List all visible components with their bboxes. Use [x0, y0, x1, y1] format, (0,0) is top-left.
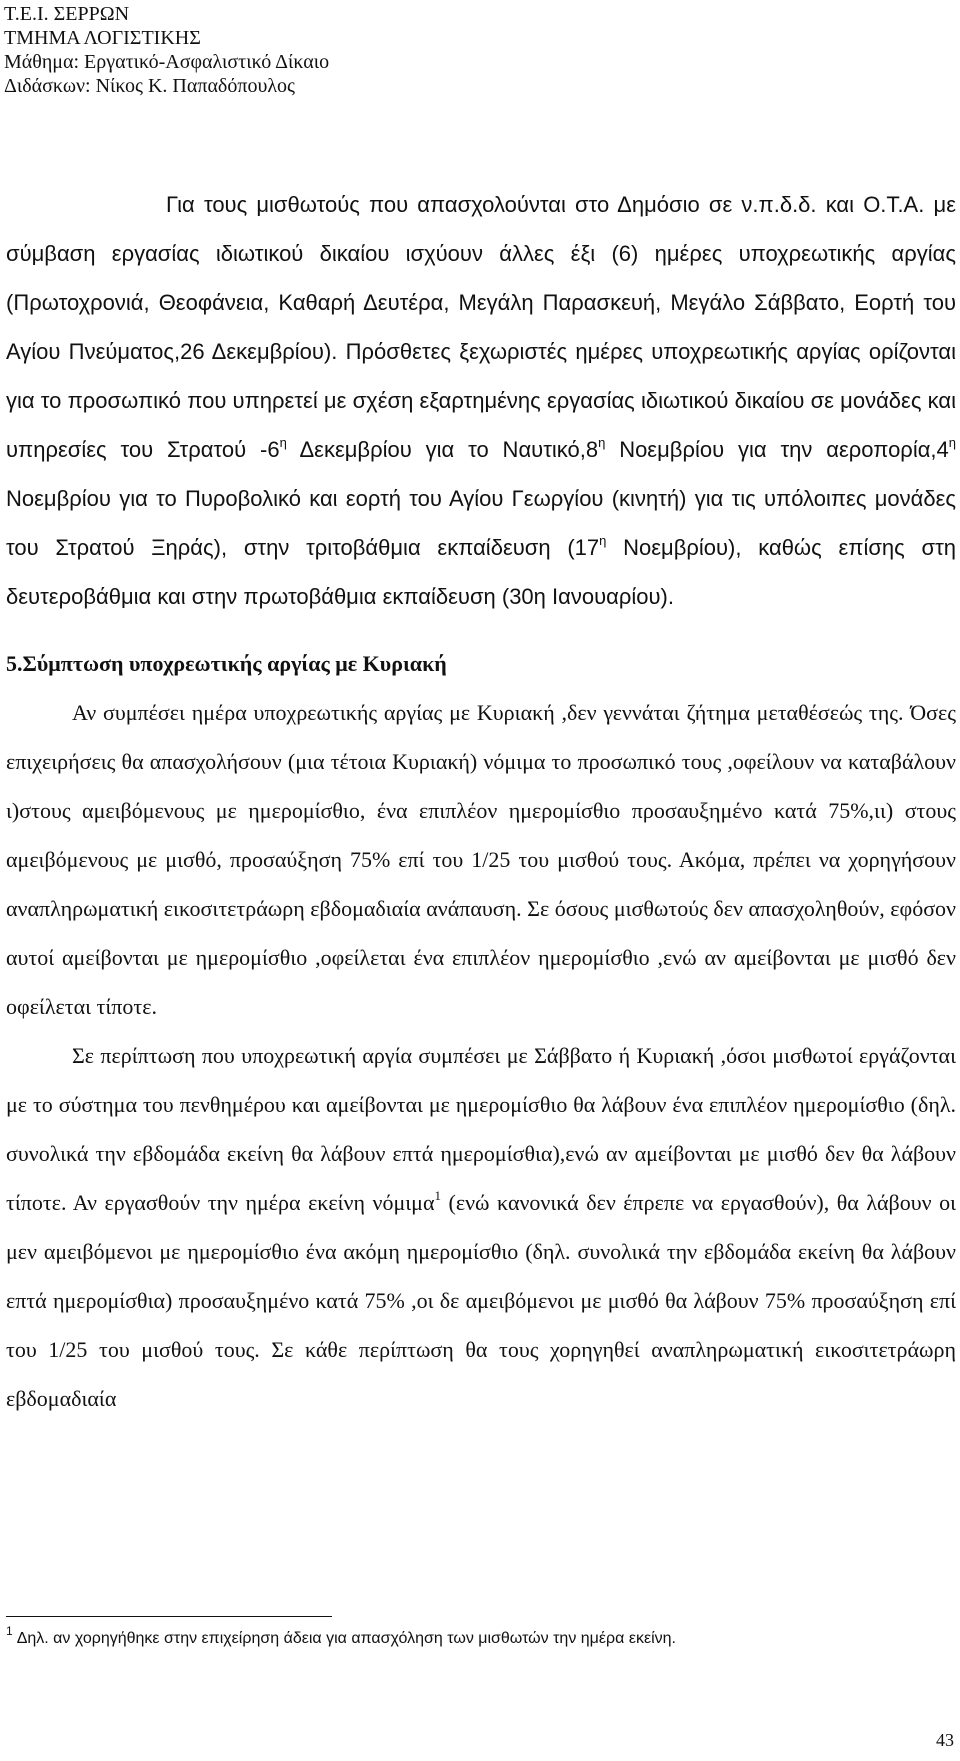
paragraph-text: Σε περίπτωση που υποχρεωτική αργία συμπέσει με Σάββατο ή Κυριακή ,όσοι μισθωτοί εργάζονται με το σύστημα του πενθημέρου και αμείβονται με ημερομίσθιο θα λάβουν ένα επιπλέον ημερομίσθιο (δηλ. συνολικά την εβδομάδα εκείνη θα λάβουν επτά ημερομίσθια),ενώ αν αμείβονται με μισθό δεν θα λάβουν τίποτε. Αν εργασθούν την ημέρα εκείνη νόμιμα: [6, 1043, 956, 1215]
paragraph-text: (ενώ κανονικά δεν έπρεπε να εργασθούν), θα λάβουν οι μεν αμειβόμενοι με ημερομίσθιο ένα ακόμη ημερομίσθιο (δηλ. συνολικά την εβδομάδα εκείνη θα λάβουν επτά ημερομίσθια) προσαυξημένο κατά 75% ,οι δε αμειβόμενοι με μισθό θα λάβουν 75% προσαύξηση επί του 1/25 του μισθού τους. Σε κάθε περίπτωση θα τους χορηγηθεί αναπληρωματική εικοσιτετράωρη εβδομαδιαία: [6, 1190, 956, 1411]
page-number: 43: [936, 1730, 954, 1750]
paragraph-text: Για τους μισθωτούς που απασχολούνται στο Δημόσιο σε ν.π.δ.δ. και Ο.Τ.Α.: [166, 192, 925, 217]
superscript: η: [598, 435, 606, 450]
footnote-text: Δηλ. αν χορηγήθηκε στην επιχείρηση άδεια για απασχόληση των μισθωτών την ημέρα εκείνη.: [16, 1630, 676, 1647]
paragraph-saturday-sunday: [6, 1031, 956, 1423]
header-institution: Τ.Ε.Ι. ΣΕΡΡΩΝ: [4, 3, 130, 25]
paragraph-text: Νοεμβρίου για την αεροπορία,4: [605, 437, 949, 462]
paragraph-sunday-coincidence: Αν συμπέσει ημέρα υποχρεωτικής αργίας με Κυριακή ,δεν γεννάται ζήτημα μεταθέσεώς της. Όσες επιχειρήσεις θα απασχολήσουν (μια τέτοια Κυριακή) νόμιμα το προσωπικό τους ,οφείλουν να καταβάλουν ι)στους αμειβόμενους με ημερομίσθιο, ένα επιπλέον ημερομίσθιο προσαυξημένο κατά 75%,ιι) στους αμειβόμενους με μισθό, προσαύξηση 75% επί του 1/25 του μισθού τους. Ακόμα, πρέπει να χορηγήσουν αναπληρωματική εικοσιτετράωρη εβδομαδιαία ανάπαυση. Σε όσους μισθωτούς δεν απασχοληθούν, εφόσον αυτοί αμείβονται με ημερομίσθιο ,οφείλεται ένα επιπλέον ημερομίσθιο ,ενώ αν αμείβονται με μισθό δεν οφείλεται τίποτε.: [6, 700, 956, 1019]
footnote: [6, 1624, 956, 1650]
header-instructor: Διδάσκων: Νίκος Κ. Παπαδόπουλος: [4, 75, 295, 97]
document-body: [6, 180, 956, 1423]
header-department: ΤΜΗΜΑ ΛΟΓΙΣΤΙΚΗΣ: [4, 27, 201, 49]
superscript: η: [279, 435, 287, 450]
superscript: η: [599, 533, 607, 548]
footnote-divider: [6, 1616, 332, 1617]
paragraph-public-sector-holidays: [6, 180, 956, 621]
superscript: η: [948, 435, 957, 450]
header-course: Μάθημα: Εργατικό-Ασφαλιστικό Δίκαιο: [4, 51, 330, 73]
footnote-reference[interactable]: 1: [434, 1188, 442, 1203]
paragraph-text: Δεκεμβρίου για το Ναυτικό,8: [286, 437, 599, 462]
paragraph-text: Νοεμβρίου για το Πυροβολικό και εορτή του Αγίου Γεωργίου (κινητή) για τις υπόλοιπες μονάδες του Στρατού Ξηράς), στην τριτοβάθμια εκπαίδευση (17: [6, 486, 956, 560]
document-header: [4, 2, 329, 98]
paragraph-text: Νοεμβρίου), καθώς επίσης στη δευτεροβάθμια και στην πρωτοβάθμια εκπαίδευση (30η Ιανουαρίου).: [6, 535, 956, 609]
footnote-marker: 1: [6, 1624, 13, 1638]
section-heading: 5.Σύμπτωση υποχρεωτικής αργίας με Κυριακή: [6, 651, 447, 676]
paragraph-text: με σύμβαση εργασίας ιδιωτικού δικαίου ισχύουν άλλες έξι (6) ημέρες υποχρεωτικής αργίας (Πρωτοχρονιά, Θεοφάνεια, Καθαρή Δευτέρα, Μεγάλη Παρασκευή, Μεγάλο Σάββατο, Εορτή του Αγίου Πνεύματος,26 Δεκεμβρίου). Πρόσθετες ξεχωριστές ημέρες υποχρεωτικής αργίας ορίζονται για το προσωπικό που υπηρετεί με σχέση εξαρτημένης εργασίας ιδιωτικού δικαίου σε μονάδες και υπηρεσίες του Στρατού -6: [6, 192, 956, 462]
